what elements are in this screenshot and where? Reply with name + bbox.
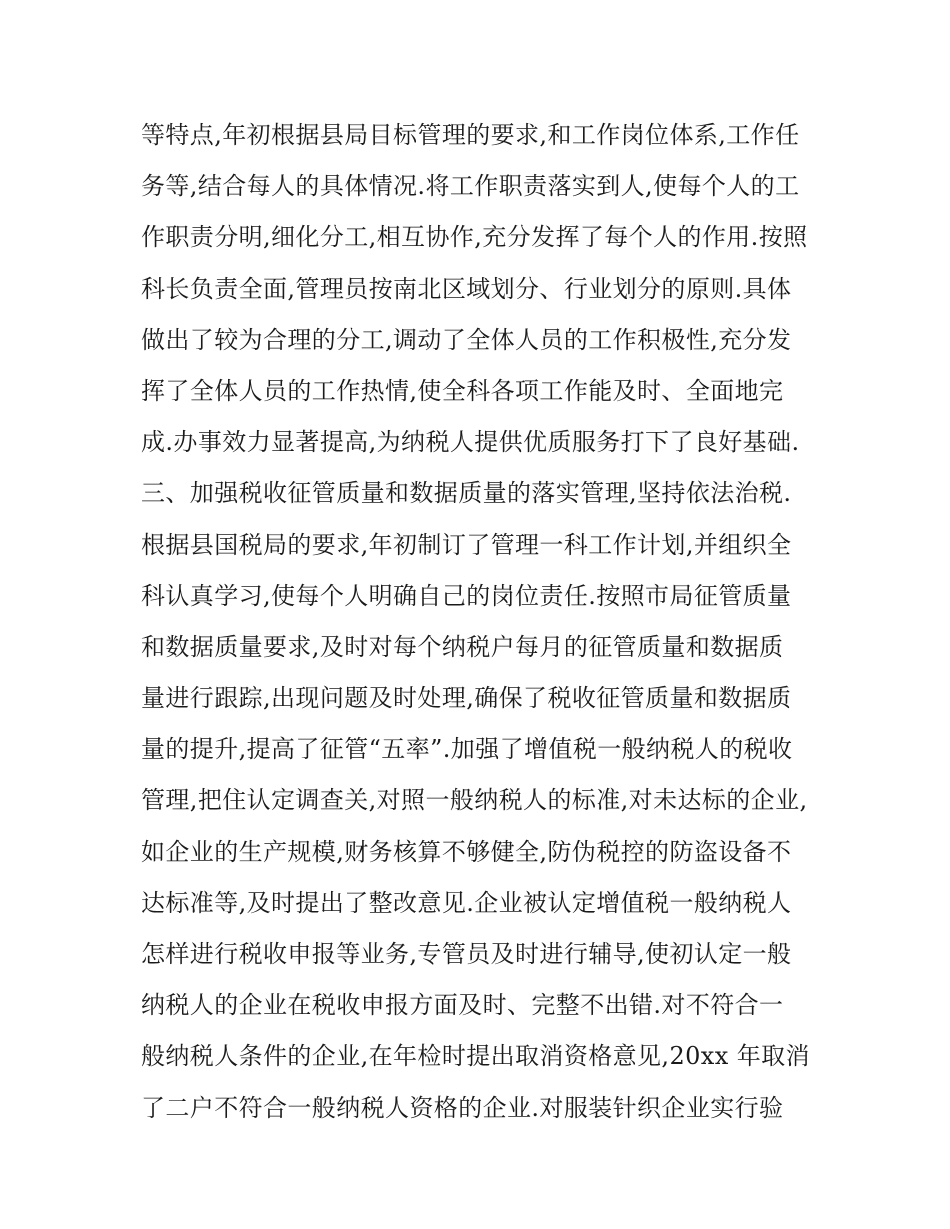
text-line: 做出了较为合理的分工,调动了全体人员的工作积极性,充分发 bbox=[141, 325, 792, 354]
text-line: 纳税人的企业在税收申报方面及时、完整不出错.对不符合一 bbox=[141, 991, 784, 1020]
text-line: 如企业的生产规模,财务核算不够健全,防伪税控的防盗设备不 bbox=[141, 837, 792, 866]
text-line: 等特点,年初根据县局目标管理的要求,和工作岗位体系,工作任 bbox=[141, 121, 800, 149]
section-heading-line: 三、加强税收征管质量和数据质量的落实管理,坚持依法治税. bbox=[141, 479, 792, 508]
text-line: 量进行跟踪,出现问题及时处理,确保了税收征管质量和数据质 bbox=[141, 684, 792, 713]
text-line: 和数据质量要求,及时对每个纳税户每月的征管质量和数据质 bbox=[141, 632, 784, 661]
text-line: 务等,结合每人的具体情况.将工作职责落实到人,使每个人的工 bbox=[141, 172, 800, 201]
text-line: 量的提升,提高了征管“五率”.加强了增值税一般纳税人的税收 bbox=[141, 735, 793, 764]
text-line: 了二户不符合一般纳税人资格的企业.对服装针织企业实行验 bbox=[141, 1093, 784, 1122]
text-line: 达标准等,及时提出了整改意见.企业被认定增值税一般纳税人 bbox=[141, 888, 792, 917]
text-line: 作职责分明,细化分工,相互协作,充分发挥了每个人的作用.按照 bbox=[141, 223, 808, 252]
body-text bbox=[141, 110, 841, 1134]
text-line: 根据县国税局的要求,年初制订了管理一科工作计划,并组织全 bbox=[141, 530, 792, 559]
text-line: 般纳税人条件的企业,在年检时提出取消资格意见,20xx 年取消 bbox=[141, 1042, 810, 1071]
text-line: 挥了全体人员的工作热情,使全科各项工作能及时、全面地完 bbox=[141, 376, 784, 405]
text-line: 科认真学习,使每个人明确自己的岗位责任.按照市局征管质量 bbox=[141, 581, 792, 610]
text-line: 科长负责全面,管理员按南北区域划分、行业划分的原则.具体 bbox=[141, 274, 792, 303]
text-line: 怎样进行税收申报等业务,专管员及时进行辅导,使初认定一般 bbox=[141, 940, 792, 968]
text-line: 管理,把住认定调查关,对照一般纳税人的标准,对未达标的企业, bbox=[141, 786, 808, 815]
text-line: 成.办事效力显著提高,为纳税人提供优质服务打下了良好基础. bbox=[141, 428, 800, 457]
